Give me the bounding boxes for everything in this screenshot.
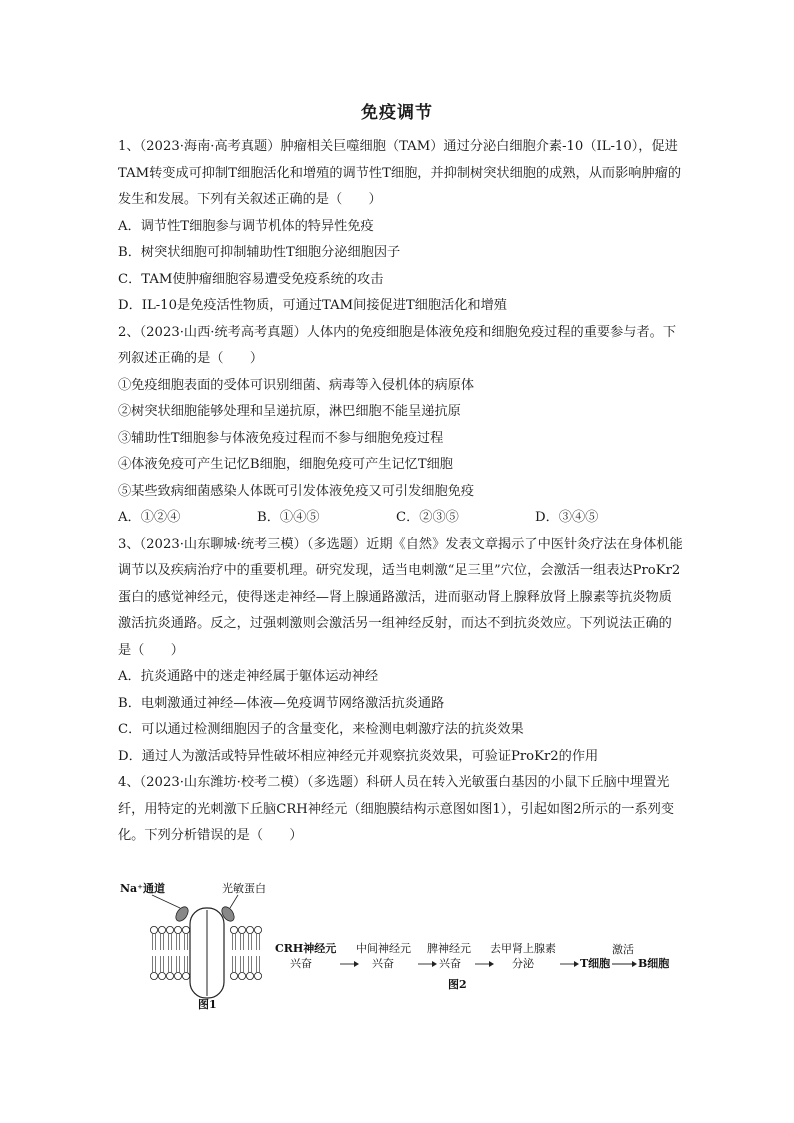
question-2-option-c: C．②③⑤ [396, 510, 459, 525]
question-2-statement-2: ②树突状细胞能够处理和呈递抗原，淋巴细胞不能呈递抗原 [118, 404, 461, 419]
lipid-head [166, 926, 173, 933]
question-2-option-d: D．③④⑤ [535, 510, 599, 525]
question-2-statement-1: ①免疫细胞表面的受体可识别细菌、病毒等入侵机体的病原体 [118, 377, 475, 393]
question-1-option-c: C．TAM使肿瘤细胞容易遭受免疫系统的攻击 [118, 271, 384, 287]
lipid-head [230, 972, 237, 979]
question-2-stem: 2、（2023·山西·统考高考真题）人体内的免疫细胞是体液免疫和细胞免疫过程的重要参与者。下列叙述正确的是（ ） [118, 324, 677, 366]
flow-node-6-bottom: B细胞 [638, 957, 670, 970]
figure-area [118, 880, 684, 1015]
question-3-stem: 3、（2023·山东聊城·统考三模）（多选题）近期《自然》发表文章揭示了中医针灸疗法在身体机能调节以及疾病治疗中的重要机理。研究发现，适当电刺激“足三里”穴位，会激活一组表达ProKr2蛋白的感觉神经元，使得迷走神经—肾上腺通路激活，进而驱动肾上腺释放肾上腺素等抗炎物质激活抗炎通路。反之，过强刺激则会激活另一组神经反射，而达不到抗炎效应。下列说法正确的是（ ） [118, 536, 683, 658]
flow-node-1-bottom: 兴奋 [290, 957, 312, 970]
flow-node-2-bottom: 兴奋 [372, 957, 394, 970]
figure-1-caption: 图1 [198, 998, 217, 1011]
question-3-option-b: B．电刺激通过神经—体液—免疫调节网络激活抗炎通路 [118, 695, 445, 711]
lipid-head [174, 926, 181, 933]
lipid-head [246, 926, 253, 933]
question-list [118, 134, 684, 850]
lipid-head [238, 972, 245, 979]
label-na-channel: Na⁺通道 [120, 882, 165, 895]
flow-arrowhead-2 [432, 961, 437, 967]
question-1-option-b: B．树突状细胞可抑制辅助性T细胞分泌细胞因子 [118, 245, 401, 260]
question-3-option-a: A．抗炎通路中的迷走神经属于躯体运动神经 [118, 669, 379, 684]
figure-2-flow [275, 941, 669, 991]
question-2-options [118, 505, 684, 532]
lipid-head [150, 926, 157, 933]
question-4-stem: 4、（2023·山东潍坊·校考二模）（多选题）科研人员在转入光敏蛋白基因的小鼠下丘脑中埋置光纤，用特定的光刺激下丘脑CRH神经元（细胞膜结构示意图如图1），引起如图2所示的一系列变化。下列分析错误的是（ ） [118, 775, 675, 843]
lipid-head [246, 972, 253, 979]
question-3-option-c: C．可以通过检测细胞因子的含量变化，来检测电刺激疗法的抗炎效果 [118, 722, 524, 737]
label-light-protein: 光敏蛋白 [222, 882, 266, 895]
question-1-stem: 1、（2023·海南·高考真题）肿瘤相关巨噬细胞（TAM）通过分泌白细胞介素-10（IL-10），促进TAM转变成可抑制T细胞活化和增殖的调节性T细胞，并抑制树突状细胞的成熟，从而影响肿瘤的发生和发展。下列有关叙述正确的是（ ） [118, 139, 682, 207]
figure-1-membrane [120, 881, 266, 1011]
flow-node-4-top: 去甲肾上腺素 [490, 942, 556, 955]
lipid-head [254, 972, 261, 979]
flow-arrowhead-4 [574, 961, 579, 967]
flow-arrowhead-1 [354, 961, 359, 967]
page-title: 免疫调节 [361, 103, 433, 123]
flow-node-2-top: 中间神经元 [356, 942, 411, 955]
question-3-option-d: D．通过人为激活或特异性破坏相应神经元并观察抗炎效果，可验证ProKr2的作用 [118, 748, 599, 764]
flow-node-4-bottom: 分泌 [512, 957, 534, 970]
lipid-head [174, 972, 181, 979]
question-2-option-b: B．①④⑤ [257, 510, 320, 525]
flow-arrowhead-5 [632, 961, 637, 967]
lipid-head [254, 926, 261, 933]
question-2-statement-4: ④体液免疫可产生记忆B细胞，细胞免疫可产生记忆T细胞 [118, 457, 453, 472]
flow-node-5-bottom: T细胞 [580, 957, 611, 970]
question-1-option-a: A．调节性T细胞参与调节机体的特异性免疫 [118, 218, 374, 234]
flow-arrowhead-3 [489, 961, 494, 967]
flow-node-3-top: 脾神经元 [427, 942, 471, 955]
pointer-na-channel [152, 895, 180, 908]
lipid-head [182, 972, 189, 979]
question-2-statement-5: ⑤某些致病细菌感染人体既可引发体液免疫又可引发细胞免疫 [118, 483, 475, 499]
pointer-light-protein [230, 895, 238, 908]
lipid-head [158, 926, 165, 933]
flow-node-3-bottom: 兴奋 [439, 957, 461, 970]
lipid-head [166, 972, 173, 979]
lipid-head [158, 972, 165, 979]
lipid-head [150, 972, 157, 979]
figures-svg [118, 880, 684, 1015]
light-protein-left [173, 905, 190, 924]
question-2-option-a: A．①②④ [118, 510, 181, 525]
lipid-head [238, 926, 245, 933]
flow-node-1-top: CRH神经元 [275, 942, 337, 955]
question-2-statement-3: ③辅助性T细胞参与体液免疫过程而不参与细胞免疫过程 [118, 430, 444, 446]
lipid-head [230, 926, 237, 933]
question-1-option-d: D．IL-10是免疫活性物质，可通过TAM间接促进T细胞活化和增殖 [118, 298, 507, 313]
lipid-head [182, 926, 189, 933]
figure-2-caption: 图2 [448, 978, 467, 991]
flow-node-6-top: 激活 [612, 943, 634, 956]
